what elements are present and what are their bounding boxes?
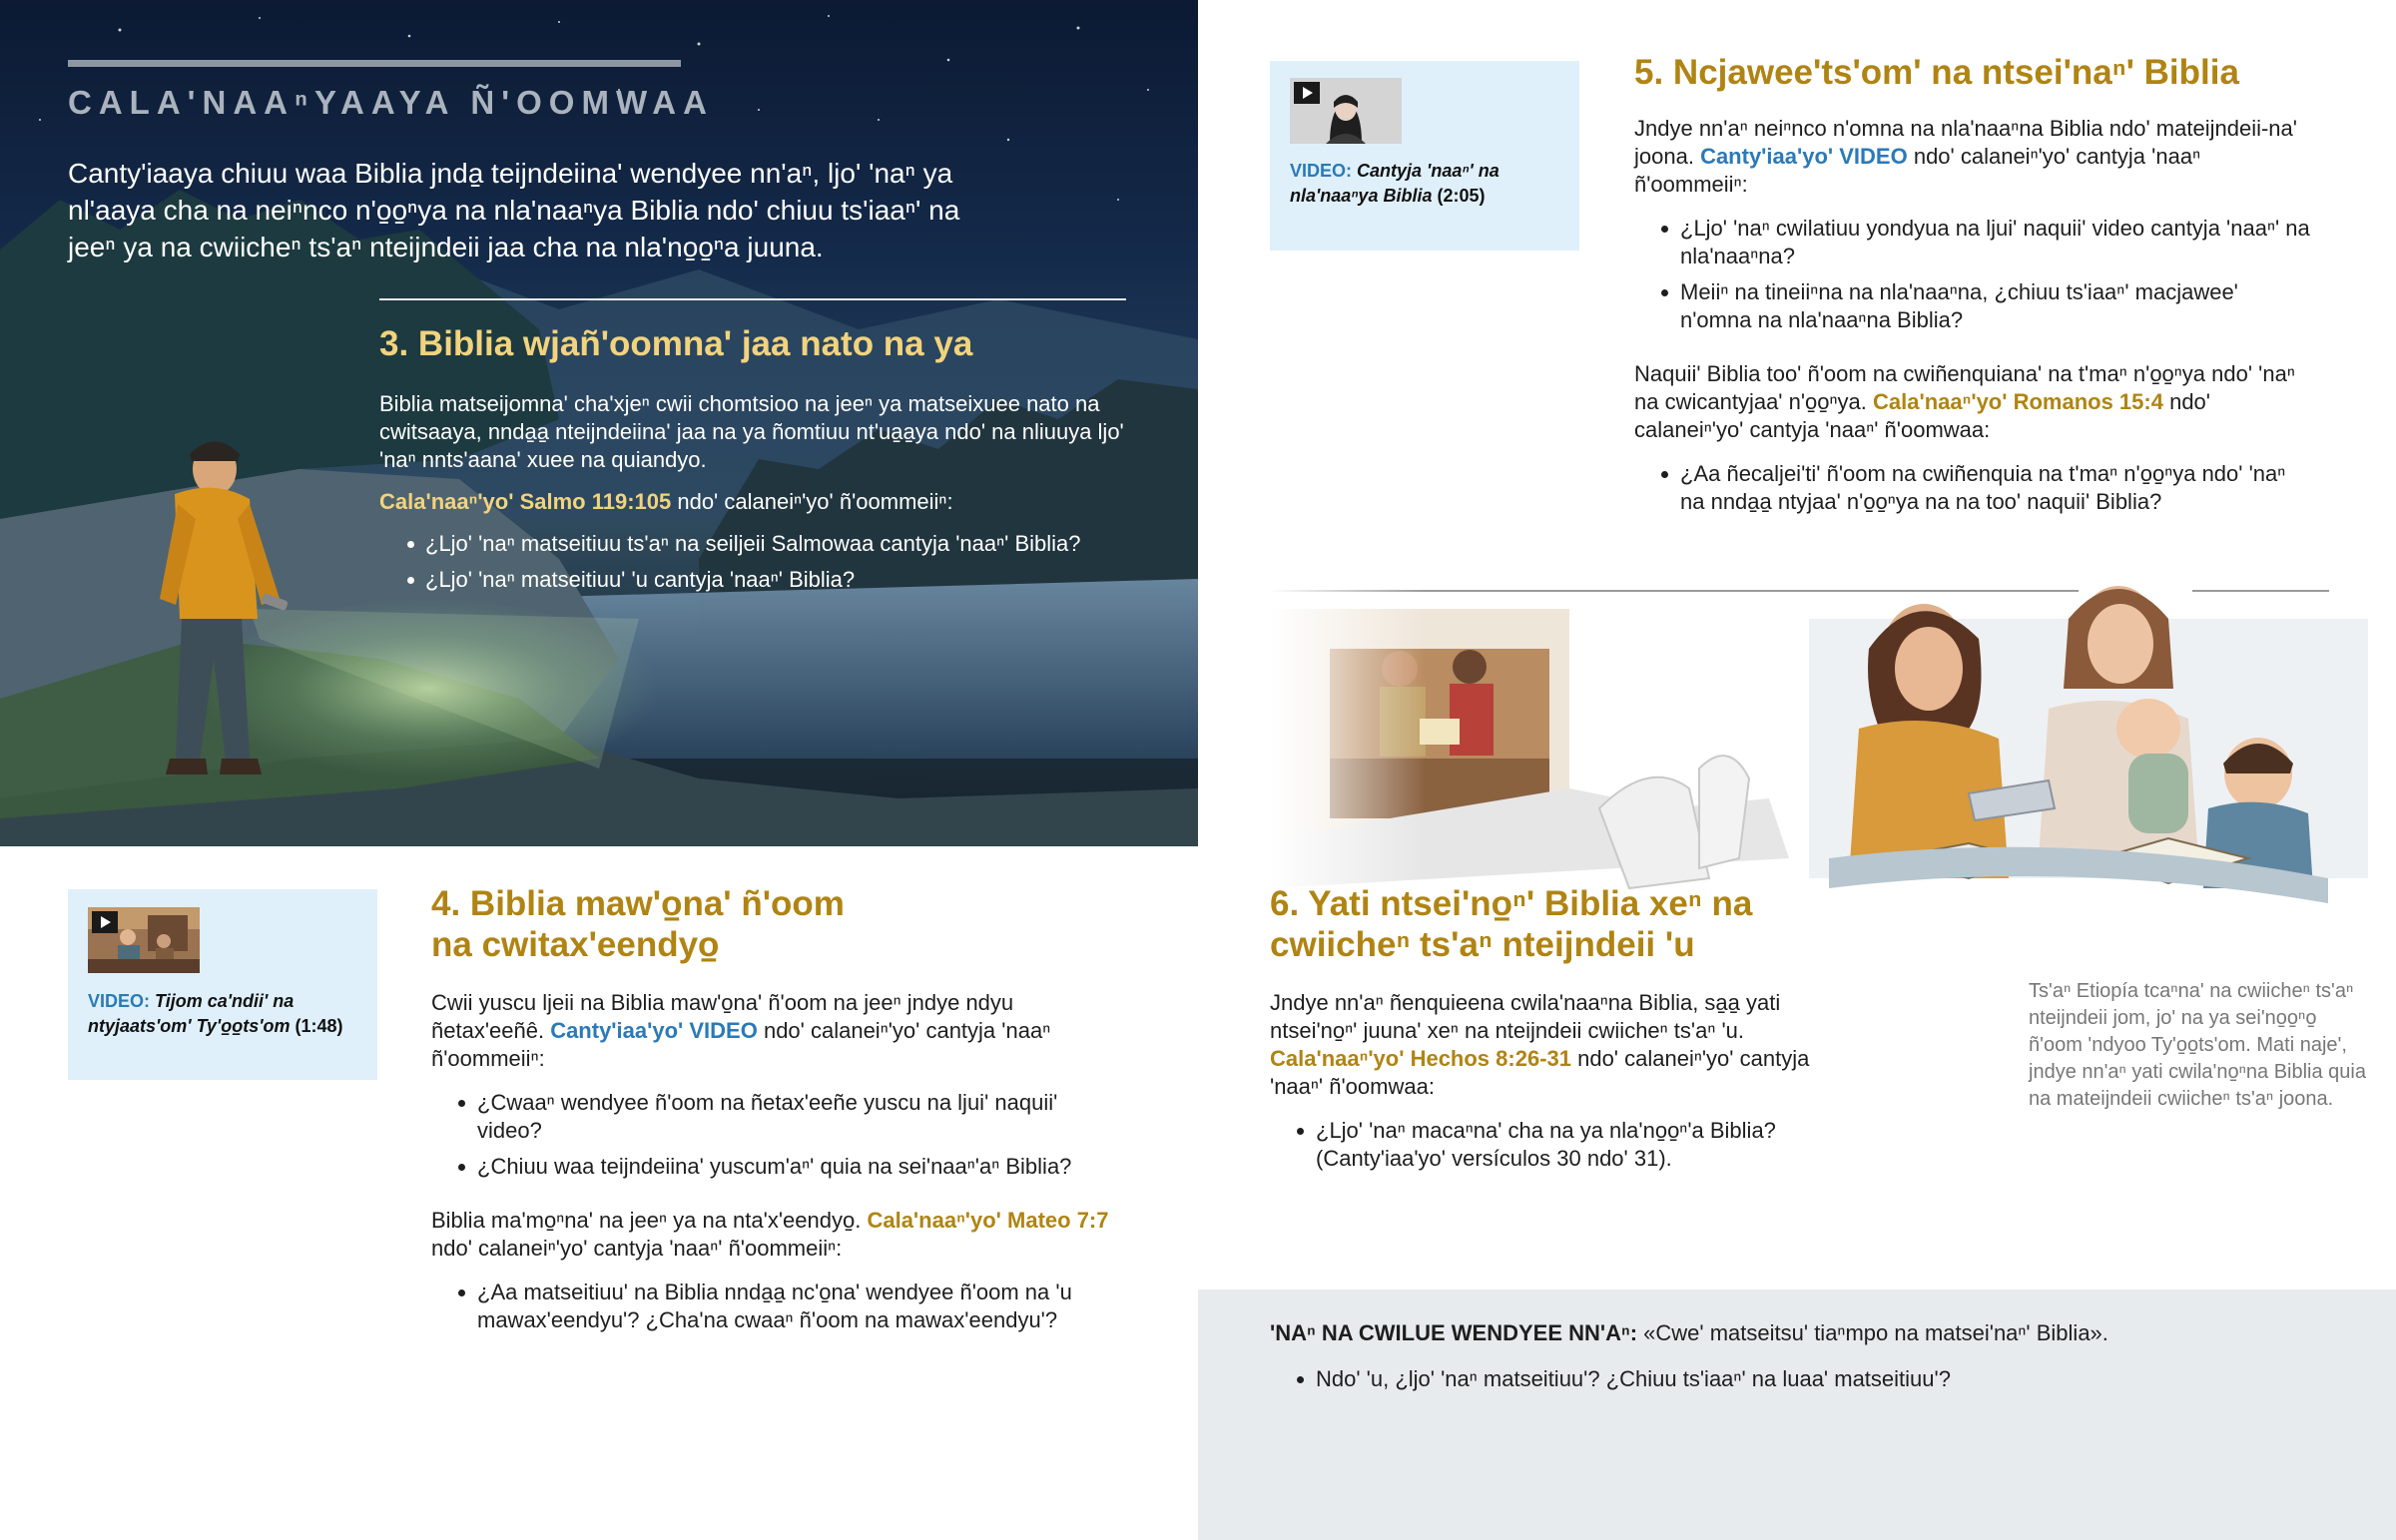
list-item: ¿Aa ñecaljei'ti' ñ'oom na cwiñenquia na t'maⁿ n'o̠o̠ⁿya ndo' 'naⁿ na nnda̠a̠ ntyjaa' n'o̠o̠ⁿya na na too' naquii' Biblia?	[1634, 460, 2313, 516]
video-thumbnail[interactable]	[1290, 78, 1402, 144]
list-item: ¿Aa matseitiuu' na Biblia nnda̠a̠ nc'o̠na' wendyee ñ'oom na 'u mawax'eendyu'? ¿Cha'na cwaaⁿ ñ'oom na mawax'eendyu'?	[431, 1279, 1110, 1334]
section-5-paragraph-1: Jndye nn'aⁿ neiⁿnco n'omna na nla'naaⁿna Biblia ndo' mateijndeii-na' joona. Canty'iaa'yo' VIDEO ndo' calaneiⁿ'yo' cantyja 'naaⁿ ñ'oommeiiⁿ:	[1634, 116, 2297, 197]
play-icon[interactable]	[1294, 82, 1320, 104]
section-divider	[379, 298, 1126, 300]
list-item: ¿Cwaaⁿ wendyee ñ'oom na ñetax'eeñe yuscu na ljui' naquii' video?	[431, 1089, 1110, 1145]
scripture-link-salmo[interactable]: Cala'naaⁿ'yo' Salmo 119:105	[379, 489, 672, 514]
section-3-title: 3. Biblia wjañ'oomna' jaa nato na ya	[379, 324, 973, 363]
section-3-reference: Cala'naaⁿ'yo' Salmo 119:105 ndo' calaneiⁿ'yo' ñ'oommeiiⁿ:	[379, 489, 953, 514]
video-caption: VIDEO: Cantyja 'naaⁿ' na nla'naaⁿya Biblia (2:05)	[1290, 161, 1499, 206]
section-4-title: 4. Biblia maw'o̠na' ñ'oom na cwitax'eendyo̠	[431, 884, 845, 964]
lesson-intro: Canty'iaaya chiuu waa Biblia jnda̠ teijndeiina' wendyee nn'aⁿ, ljo' 'naⁿ ya nl'aaya cha na neiⁿnco n'o̠o̠ⁿya na nla'naaⁿya Biblia ndo' chiuu ts'iaaⁿ' na jeeⁿ ya na cwiicheⁿ ts'aⁿ nteijndeii jaa cha na nla'no̠o̠ⁿa juuna.	[68, 158, 960, 262]
lesson-kicker: CALA'NAAⁿYAAYA Ñ'OOMWAA	[68, 84, 714, 121]
section-3	[379, 324, 1138, 602]
objection-questions	[1270, 1365, 2348, 1393]
section-5-questions-1	[1634, 215, 2313, 334]
list-item: ¿Ljo' 'naⁿ cwilatiuu yondyua na ljui' naquii' video cantyja 'naaⁿ' na nla'naaⁿna?	[1634, 215, 2313, 270]
section-6-questions	[1270, 1117, 1829, 1173]
video-card-section-5[interactable]	[1270, 61, 1579, 251]
objection-text: 'NAⁿ NA CWILUE WENDYEE NN'Aⁿ: «Cwe' matseitsu' tiaⁿmpo na matsei'naⁿ' Biblia».	[1270, 1320, 2108, 1345]
section-5-title: 5. Ncjawee'ts'om' na ntsei'naⁿ' Biblia	[1634, 53, 2239, 92]
section-6	[1270, 883, 1829, 1181]
section-4	[431, 883, 1110, 1342]
common-objection-box	[1198, 1289, 2396, 1540]
section-6-title: 6. Yati ntsei'no̠ⁿ' Biblia xeⁿ na cwiicheⁿ ts'aⁿ nteijndeii 'u	[1270, 884, 1753, 964]
section-5	[1634, 52, 2313, 524]
hero-night-scene	[0, 0, 1198, 846]
header-rule	[68, 60, 681, 67]
section-4-questions-1	[431, 1089, 1110, 1181]
section-3-body: Biblia matseijomna' cha'xjeⁿ cwii chomtsioo na jeeⁿ ya matseixuee nato na cwitsaaya, nnda̠a̠ nteijndeiina' jaa na ya ñomtiuu nt'ua̠a̠ya ndo' na nliuuya ljo' 'naⁿ nnts'aana' xuee na quiandyo.	[379, 391, 1124, 472]
video-caption: VIDEO: Tijom ca'ndii' na ntyjaats'om' Ty'o̠o̠ts'om (1:48)	[88, 991, 343, 1036]
video-card-section-4[interactable]	[68, 889, 377, 1080]
list-item: ¿Ljo' 'naⁿ matseitiuu ts'aⁿ na seiljeii Salmowaa cantyja 'naaⁿ' Biblia?	[379, 530, 1138, 558]
section-3-questions	[379, 530, 1138, 594]
list-item: Ndo' 'u, ¿ljo' 'naⁿ matseitiuu'? ¿Chiuu ts'iaaⁿ' na luaa' matseitiuu'?	[1270, 1365, 2348, 1393]
illustration-caption: Ts'aⁿ Etiopía tcaⁿna' na cwiicheⁿ ts'aⁿ nteijndeii jom, jo' na ya sei'no̠o̠ⁿo̠ ñ'oom 'ndyoo Ty'o̠o̠ts'om. Mati naje', jndye nn'aⁿ yati cwila'no̠ⁿna Biblia quia na mateijndeii cwiicheⁿ ts'aⁿ joona.	[2029, 980, 2366, 1110]
watch-video-link[interactable]: Canty'iaa'yo' VIDEO	[550, 1018, 758, 1043]
list-item: Meiiⁿ na tineiiⁿna na nla'naaⁿna, ¿chiuu ts'iaaⁿ' macjawee' n'omna na nla'naaⁿna Biblia?	[1634, 278, 2313, 334]
scripture-link-mateo[interactable]: Cala'naaⁿ'yo' Mateo 7:7	[867, 1208, 1109, 1233]
list-item: ¿Chiuu waa teijndeiina' yuscum'aⁿ' quia na sei'naaⁿ'aⁿ Biblia?	[431, 1153, 1110, 1181]
section-4-paragraph-1: Cwii yuscu ljeii na Biblia maw'o̠na' ñ'oom na jeeⁿ jndye ndyu ñetax'eeñê. Canty'iaa'yo' VIDEO ndo' calaneiⁿ'yo' cantyja 'naaⁿ ñ'oommeiiⁿ:	[431, 990, 1051, 1071]
scripture-link-romanos[interactable]: Cala'naaⁿ'yo' Romanos 15:4	[1873, 389, 2163, 414]
section-6-paragraph-1: Jndye nn'aⁿ ñenquieena cwila'naaⁿna Biblia, sa̠a̠ yati ntsei'no̠ⁿ' juuna' xeⁿ na nteijndeii cwiicheⁿ ts'aⁿ 'u. Cala'naaⁿ'yo' Hechos 8:26-31 ndo' calaneiⁿ'yo' cantyja 'naaⁿ' ñ'oomwaa:	[1270, 990, 1810, 1099]
play-icon[interactable]	[92, 911, 118, 933]
list-item: ¿Ljo' 'naⁿ matseitiuu' 'u cantyja 'naaⁿ' Biblia?	[379, 566, 1138, 594]
objection-label: 'NAⁿ NA CWILUE WENDYEE NN'Aⁿ:	[1270, 1320, 1638, 1345]
section-5-questions-2	[1634, 460, 2313, 516]
watch-video-link[interactable]: Canty'iaa'yo' VIDEO	[1700, 144, 1908, 169]
scripture-link-hechos[interactable]: Cala'naaⁿ'yo' Hechos 8:26-31	[1270, 1046, 1571, 1071]
section-4-questions-2	[431, 1279, 1110, 1334]
list-item: ¿Ljo' 'naⁿ macaⁿna' cha na ya nla'no̠o̠ⁿ'a Biblia? (Canty'iaa'yo' versículos 30 ndo' 31).	[1270, 1117, 1829, 1173]
section-5-paragraph-2: Naquii' Biblia too' ñ'oom na cwiñenquiana' na t'maⁿ n'o̠o̠ⁿya ndo' 'naⁿ na cwicantyjaa' n'o̠o̠ⁿya. Cala'naaⁿ'yo' Romanos 15:4 ndo' calaneiⁿ'yo' cantyja 'naaⁿ' ñ'oomwaa:	[1634, 361, 2295, 442]
video-thumbnail[interactable]	[88, 907, 200, 973]
section-4-paragraph-2: Biblia ma'mo̠ⁿna' na jeeⁿ ya na nta'x'eendyo̠. Cala'naaⁿ'yo' Mateo 7:7 ndo' calaneiⁿ'yo' cantyja 'naaⁿ' ñ'oommeiiⁿ:	[431, 1208, 1109, 1261]
